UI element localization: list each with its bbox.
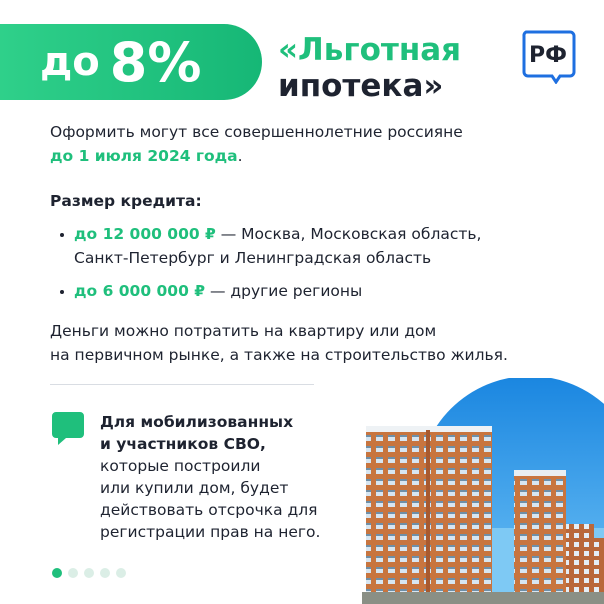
eligibility-deadline-line: до 1 июля 2024 года. (50, 147, 243, 165)
page-title (278, 32, 461, 104)
pagination-dot-4[interactable] (100, 568, 110, 578)
bullet-dot (60, 233, 64, 237)
rf-logo (520, 28, 576, 84)
pagination-dot-1[interactable] (52, 568, 62, 578)
pagination (52, 568, 126, 578)
credit-heading: Размер кредита: (50, 192, 202, 210)
title-line-2: ипотека» (278, 68, 444, 104)
eligibility-line: Оформить могут все совершеннолетние россияне (50, 123, 463, 141)
banner-rate: 8% (109, 30, 202, 94)
credit-amount-1: до 12 000 000 ₽ (74, 225, 216, 243)
pagination-dot-2[interactable] (68, 568, 78, 578)
percent-banner-text (40, 24, 201, 100)
divider (50, 384, 314, 385)
eligibility-text (50, 120, 463, 168)
bullet-dot (60, 290, 64, 294)
pagination-dot-5[interactable] (116, 568, 126, 578)
deadline: до 1 июля 2024 года (50, 147, 238, 165)
credit-item-2: до 6 000 000 ₽ — другие регионы (74, 282, 363, 300)
pagination-dot-3[interactable] (84, 568, 94, 578)
credit-amount-2: до 6 000 000 ₽ (74, 282, 206, 300)
chat-bubble-icon (52, 412, 84, 446)
badge-text: РФ (529, 43, 567, 68)
note-text: Для мобилизованных и участников СВО, которые построили или купили дом, будет действовать отсрочка для регистрации прав на него. (100, 413, 321, 541)
apartment-buildings-image (362, 378, 604, 604)
title-line-1: «Льготная (278, 32, 462, 68)
credit-item-1: до 12 000 000 ₽ — Москва, Московская область, Санкт-Петербург и Ленинградская область (74, 225, 482, 267)
banner-prefix: до (40, 39, 100, 85)
speech-bubble-icon (520, 28, 576, 84)
usage-text: Деньги можно потратить на квартиру или дом на первичном рынке, а также на строительство жилья. (50, 322, 508, 364)
